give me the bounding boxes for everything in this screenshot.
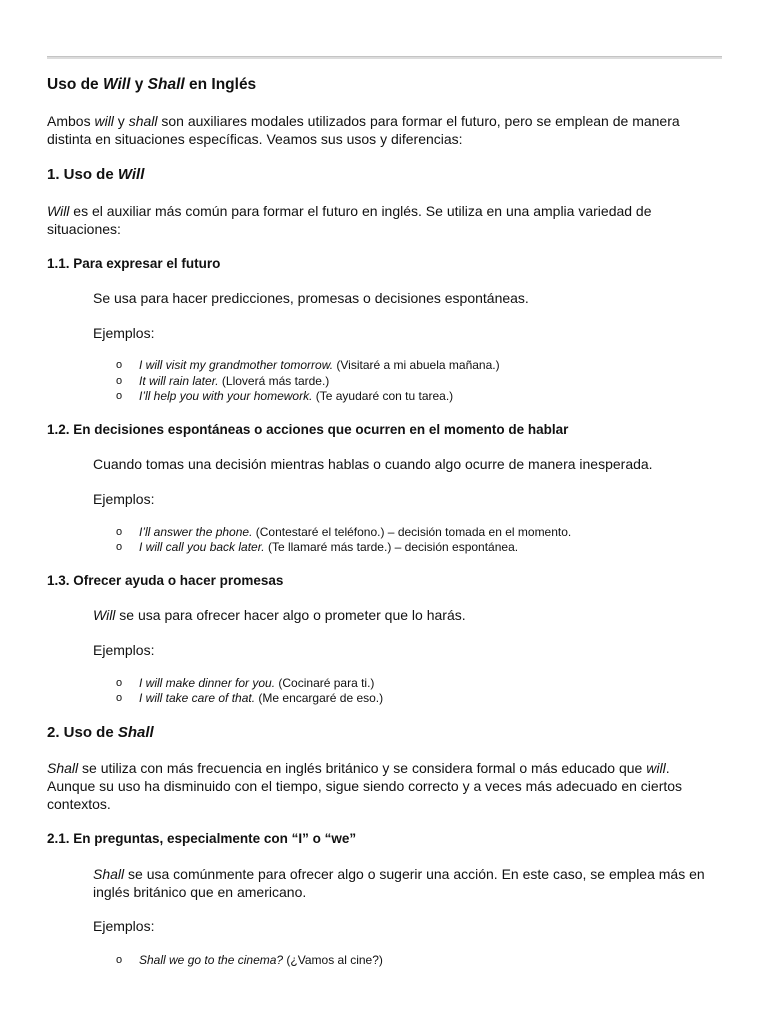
bullet-icon: o xyxy=(116,375,123,387)
top-divider xyxy=(47,56,722,59)
section-1-heading: 1. Uso de Will xyxy=(47,166,145,183)
section-2-heading: 2. Uso de Shall xyxy=(47,724,154,741)
section-2-1-heading: 2.1. En preguntas, especialmente con “I” o “we” xyxy=(47,831,357,846)
section-1-2-heading: 1.2. En decisiones espontáneas o acciones que ocurren en el momento de hablar xyxy=(47,422,569,437)
bullet-icon: o xyxy=(116,390,123,402)
example-item: I will visit my grandmother tomorrow. (Visitaré a mi abuela mañana.) xyxy=(139,358,500,372)
section-2-1-examples-label: Ejemplos: xyxy=(93,918,155,934)
bullet-icon: o xyxy=(116,692,123,704)
intro-line-1: Ambos will y shall son auxiliares modales utilizados para formar el futuro, pero se emplean de manera xyxy=(47,113,680,129)
section-1-3-text: Will se usa para ofrecer hacer algo o prometer que lo harás. xyxy=(93,607,466,623)
section-1-3-heading: 1.3. Ofrecer ayuda o hacer promesas xyxy=(47,573,284,588)
section-1-1-text: Se usa para hacer predicciones, promesas o decisiones espontáneas. xyxy=(93,290,529,306)
section-2-para-line-1: Shall se utiliza con más frecuencia en inglés británico y se considera formal o más educado que will. xyxy=(47,760,670,776)
example-item: It will rain later. (Lloverá más tarde.) xyxy=(139,374,330,388)
bullet-icon: o xyxy=(116,541,123,553)
bullet-icon: o xyxy=(116,954,123,966)
example-item: I will make dinner for you. (Cocinaré para ti.) xyxy=(139,676,375,690)
section-1-para-line-1: Will es el auxiliar más común para formar el futuro en inglés. Se utiliza en una amplia variedad de xyxy=(47,203,652,219)
example-item: I will take care of that. (Me encargaré de eso.) xyxy=(139,691,384,705)
bullet-icon: o xyxy=(116,677,123,689)
section-2-1-text-line-1: Shall se usa comúnmente para ofrecer algo o sugerir una acción. En este caso, se emplea más en xyxy=(93,866,705,882)
section-1-2-text: Cuando tomas una decisión mientras hablas o cuando algo ocurre de manera inesperada. xyxy=(93,456,653,472)
section-2-1-text-line-2: inglés británico que en americano. xyxy=(93,884,307,900)
bullet-icon: o xyxy=(116,526,123,538)
section-1-1-examples-label: Ejemplos: xyxy=(93,325,155,341)
section-2-para-line-3: contextos. xyxy=(47,796,111,812)
example-item: I’ll help you with your homework. (Te ayudaré con tu tarea.) xyxy=(139,389,454,403)
intro-line-2: distinta en situaciones específicas. Veamos sus usos y diferencias: xyxy=(47,131,463,147)
example-item: Shall we go to the cinema? (¿Vamos al cine?) xyxy=(139,953,383,967)
page-title: Uso de Will y Shall en Inglés xyxy=(47,76,257,93)
section-1-3-examples-label: Ejemplos: xyxy=(93,642,155,658)
section-1-1-heading: 1.1. Para expresar el futuro xyxy=(47,256,221,271)
example-item: I’ll answer the phone. (Contestaré el teléfono.) – decisión tomada en el momento. xyxy=(139,525,572,539)
section-1-para-line-2: situaciones: xyxy=(47,221,121,237)
example-item: I will call you back later. (Te llamaré más tarde.) – decisión espontánea. xyxy=(139,540,519,554)
section-2-para-line-2: Aunque su uso ha disminuido con el tiempo, sigue siendo correcto y a veces más adecuado en ciertos xyxy=(47,778,683,794)
section-1-2-examples-label: Ejemplos: xyxy=(93,491,155,507)
bullet-icon: o xyxy=(116,359,123,371)
